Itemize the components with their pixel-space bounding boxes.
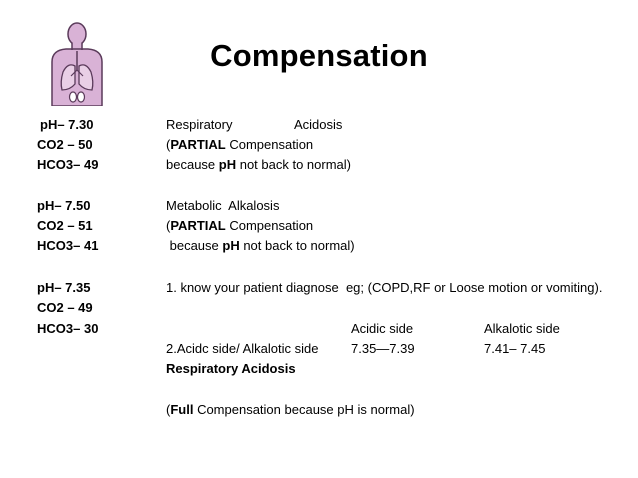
case2-co2: CO2 – 51	[37, 218, 93, 233]
case1-diagnosis-b: Acidosis	[294, 117, 343, 132]
case3-hco3: HCO3– 30	[37, 321, 99, 336]
case2-ph: pH– 7.50	[37, 198, 91, 213]
case1-hco3: HCO3– 49	[37, 157, 99, 172]
case3-result: Respiratory Acidosis	[166, 361, 296, 376]
alkalotic-side-header: Alkalotic side	[484, 321, 560, 336]
case3-step2: 2.Acidc side/ Alkalotic side	[166, 341, 319, 356]
alkalotic-range: 7.41– 7.45	[484, 341, 546, 356]
case3-ph: pH– 7.35	[37, 280, 91, 295]
case3-step1: 1. know your patient diagnose eg; (COPD,RF or Loose motion or vomiting).	[166, 280, 603, 295]
acidic-range: 7.35—7.39	[351, 341, 415, 356]
case2-hco3: HCO3– 41	[37, 238, 99, 253]
page-title: Compensation	[210, 38, 428, 73]
case1-co2: CO2 – 50	[37, 137, 93, 152]
acidic-side-header: Acidic side	[351, 321, 414, 336]
case3-co2: CO2 – 49	[37, 300, 93, 315]
case3-full-compensation: (Full Compensation because pH is normal)	[166, 402, 415, 417]
case1-compensation: (PARTIAL Compensation	[166, 137, 314, 152]
case1-diagnosis-a: Respiratory	[166, 117, 233, 132]
case2-reason: because pH not back to normal)	[166, 238, 355, 253]
case2-compensation: (PARTIAL Compensation	[166, 218, 314, 233]
case1-reason: because pH not back to normal)	[166, 157, 351, 172]
case1-ph: pH– 7.30	[40, 117, 94, 132]
case2-diagnosis: Metabolic Alkalosis	[166, 198, 280, 213]
